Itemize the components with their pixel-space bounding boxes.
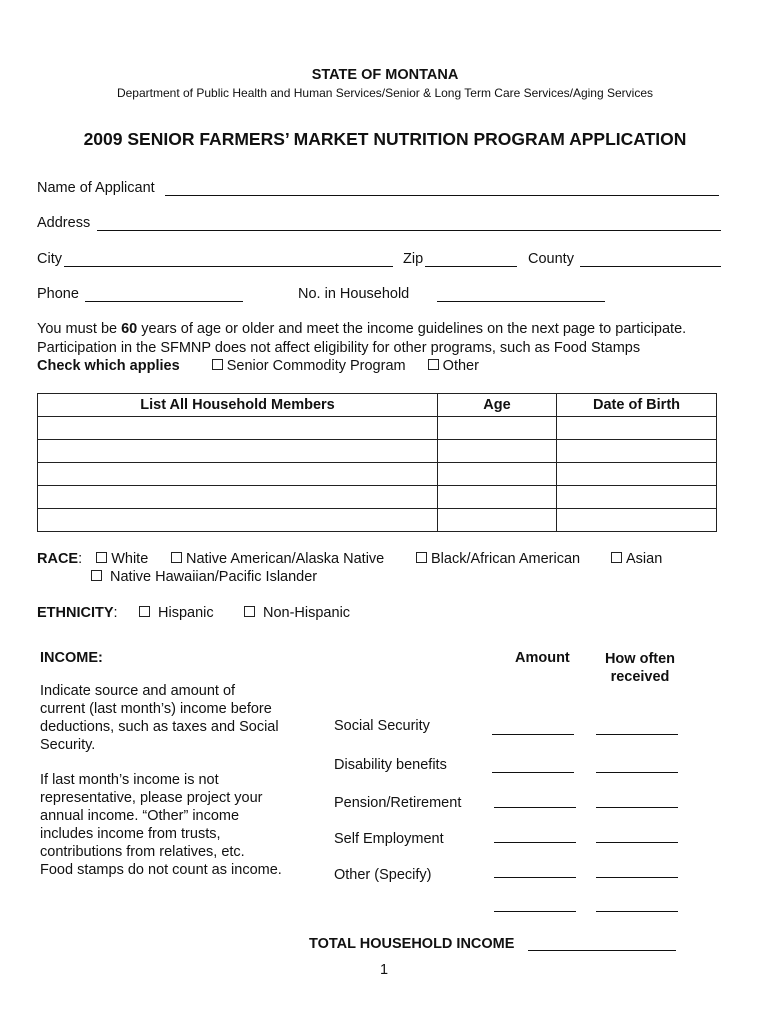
- ethnicity-label: ETHNICITY: [37, 605, 114, 621]
- disability-frequency-field[interactable]: [596, 772, 678, 773]
- disability-amount-field[interactable]: [492, 772, 574, 773]
- ethnicity-hispanic-option: [139, 605, 214, 621]
- member-age-cell[interactable]: [438, 463, 557, 486]
- other-frequency-field[interactable]: [596, 877, 678, 878]
- ethnicity-non-hispanic-option: [244, 605, 350, 621]
- dob-header: Date of Birth: [557, 394, 717, 417]
- income-label: INCOME:: [40, 650, 103, 666]
- income-source-social-security: Social Security: [334, 718, 430, 734]
- non-hispanic-label: Non-Hispanic: [263, 605, 351, 621]
- race-asian-option: [611, 551, 662, 567]
- household-members-table: [37, 393, 717, 532]
- hispanic-checkbox[interactable]: [139, 606, 150, 617]
- page-number: 1: [380, 962, 389, 978]
- extra-amount-field[interactable]: [494, 911, 576, 912]
- total-income-field[interactable]: [528, 950, 676, 951]
- form-title: 2009 SENIOR FARMERS’ MARKET NUTRITION PROGRAM APPLICATION: [83, 129, 687, 149]
- income-instructions-2: If last month’s income is not representative, please project your annual income. “Other” income includes income from trusts, contributions from relatives, etc. Food stamps do not count as income.: [40, 772, 282, 878]
- age-header: Age: [438, 394, 557, 417]
- race-hawaiian-checkbox[interactable]: [91, 570, 102, 581]
- income-source-disability: Disability benefits: [334, 757, 447, 773]
- county-field[interactable]: [580, 266, 721, 267]
- table-header-row: [38, 394, 717, 417]
- race-white-checkbox[interactable]: [96, 552, 107, 563]
- member-dob-cell[interactable]: [557, 440, 717, 463]
- member-age-cell[interactable]: [438, 509, 557, 532]
- table-row: [38, 440, 717, 463]
- eligibility-text-2: Participation in the SFMNP does not affect eligibility for other programs, such as Food Stamps: [37, 340, 641, 356]
- program-check-row: [37, 358, 479, 374]
- member-dob-cell[interactable]: [557, 486, 717, 509]
- city-field[interactable]: [64, 266, 393, 267]
- commodity-label: Senior Commodity Program: [226, 358, 406, 374]
- phone-label: Phone: [37, 286, 79, 302]
- race-black-label: Black/African American: [431, 551, 581, 567]
- table-row: [38, 509, 717, 532]
- race-hawaiian-label: Native Hawaiian/Pacific Islander: [110, 569, 318, 585]
- zip-label: Zip: [403, 251, 424, 267]
- city-label: City: [37, 251, 62, 267]
- member-dob-cell[interactable]: [557, 509, 717, 532]
- race-black-checkbox[interactable]: [416, 552, 427, 563]
- other-program-label: Other: [442, 358, 479, 374]
- race-hawaiian-option: [91, 569, 317, 585]
- hispanic-label: Hispanic: [158, 605, 214, 621]
- table-row: [38, 417, 717, 440]
- total-income-label: TOTAL HOUSEHOLD INCOME: [309, 936, 515, 952]
- race-native-american-option: [171, 551, 384, 567]
- phone-field[interactable]: [85, 301, 243, 302]
- other-amount-field[interactable]: [494, 877, 576, 878]
- member-age-cell[interactable]: [438, 440, 557, 463]
- other-program-checkbox[interactable]: [428, 359, 439, 370]
- race-native-american-checkbox[interactable]: [171, 552, 182, 563]
- state-heading: STATE OF MONTANA: [311, 67, 459, 83]
- social-security-amount-field[interactable]: [492, 734, 574, 735]
- commodity-checkbox[interactable]: [212, 359, 223, 370]
- member-name-cell[interactable]: [38, 486, 438, 509]
- address-label: Address: [37, 215, 91, 231]
- household-field[interactable]: [437, 301, 605, 302]
- member-name-cell[interactable]: [38, 440, 438, 463]
- eligibility-text-1: You must be 60 years of age or older and meet the income guidelines on the next page to participate.: [37, 321, 687, 337]
- income-source-pension: Pension/Retirement: [334, 795, 462, 811]
- member-name-cell[interactable]: [38, 463, 438, 486]
- race-asian-label: Asian: [626, 551, 663, 567]
- extra-frequency-field[interactable]: [596, 911, 678, 912]
- income-instructions-1: Indicate source and amount of current (last month’s) income before deductions, such as taxes and Social Security.: [40, 683, 279, 753]
- race-native-american-label: Native American/Alaska Native: [186, 551, 385, 567]
- name-field[interactable]: [165, 195, 719, 196]
- member-age-cell[interactable]: [438, 486, 557, 509]
- race-row-1: RACE: White: [37, 551, 149, 567]
- member-name-cell[interactable]: [38, 417, 438, 440]
- amount-header: Amount: [515, 650, 570, 666]
- income-source-self-employment: Self Employment: [334, 831, 444, 847]
- self-employment-amount-field[interactable]: [494, 842, 576, 843]
- social-security-frequency-field[interactable]: [596, 734, 678, 735]
- ethnicity-row: ETHNICITY:: [37, 605, 118, 621]
- member-dob-cell[interactable]: [557, 463, 717, 486]
- address-field[interactable]: [97, 230, 721, 231]
- member-dob-cell[interactable]: [557, 417, 717, 440]
- department-subheading: Department of Public Health and Human Services/Senior & Long Term Care Services/Aging Services: [116, 86, 654, 100]
- self-employment-frequency-field[interactable]: [596, 842, 678, 843]
- minimum-age: 60: [121, 321, 138, 337]
- frequency-header: How often received: [604, 651, 676, 685]
- income-source-other: Other (Specify): [334, 867, 432, 883]
- non-hispanic-checkbox[interactable]: [244, 606, 255, 617]
- pension-amount-field[interactable]: [494, 807, 576, 808]
- table-row: [38, 486, 717, 509]
- county-label: County: [528, 251, 574, 267]
- race-white-label: White: [111, 551, 149, 567]
- member-age-cell[interactable]: [438, 417, 557, 440]
- household-label: No. in Household: [298, 286, 410, 302]
- race-black-option: [416, 551, 580, 567]
- name-label: Name of Applicant: [37, 180, 155, 196]
- zip-field[interactable]: [425, 266, 517, 267]
- member-name-cell[interactable]: [38, 509, 438, 532]
- race-asian-checkbox[interactable]: [611, 552, 622, 563]
- pension-frequency-field[interactable]: [596, 807, 678, 808]
- members-header: List All Household Members: [38, 394, 438, 417]
- check-which-applies-label: Check which applies: [37, 358, 180, 374]
- table-row: [38, 463, 717, 486]
- race-label: RACE: [37, 551, 79, 567]
